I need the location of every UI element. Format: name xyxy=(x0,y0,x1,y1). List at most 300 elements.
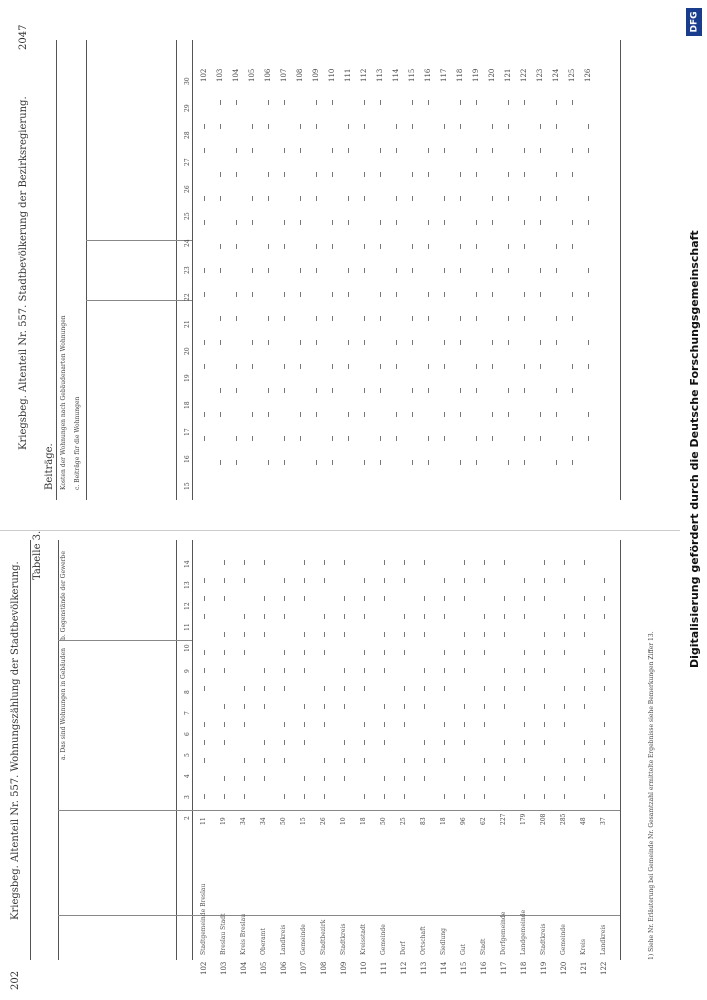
empty-cell-dash xyxy=(264,704,265,709)
right-column-number: 15 xyxy=(184,482,191,490)
empty-cell-dash xyxy=(444,614,445,619)
empty-cell-dash xyxy=(332,460,333,465)
empty-cell-dash xyxy=(284,596,285,601)
empty-cell-dash xyxy=(204,578,205,583)
right-row-number: 108 xyxy=(296,68,304,82)
empty-cell-dash xyxy=(484,650,485,655)
empty-cell-dash xyxy=(444,292,445,297)
empty-cell-dash xyxy=(524,220,525,225)
empty-cell-dash xyxy=(524,244,525,249)
empty-cell-dash xyxy=(476,316,477,321)
empty-cell-dash xyxy=(524,740,525,745)
empty-cell-dash xyxy=(484,794,485,799)
right-page-number: 2047 xyxy=(18,24,29,50)
empty-cell-dash xyxy=(252,340,253,345)
empty-cell-dash xyxy=(396,220,397,225)
empty-cell-dash xyxy=(300,268,301,273)
left-row-value: 50 xyxy=(280,817,287,825)
empty-cell-dash xyxy=(300,412,301,417)
empty-cell-dash xyxy=(444,148,445,153)
empty-cell-dash xyxy=(384,578,385,583)
empty-cell-dash xyxy=(464,632,465,637)
left-row-value: 48 xyxy=(580,817,587,825)
empty-cell-dash xyxy=(444,436,445,441)
empty-cell-dash xyxy=(428,388,429,393)
empty-cell-dash xyxy=(224,560,225,565)
empty-cell-dash xyxy=(544,650,545,655)
right-section-label: Beiträge. xyxy=(44,443,55,490)
empty-cell-dash xyxy=(604,650,605,655)
empty-cell-dash xyxy=(348,124,349,129)
empty-cell-dash xyxy=(584,686,585,691)
empty-cell-dash xyxy=(268,244,269,249)
right-column-number: 27 xyxy=(184,158,191,166)
table-rule xyxy=(58,810,620,811)
empty-cell-dash xyxy=(584,614,585,619)
empty-cell-dash xyxy=(364,758,365,763)
right-row-number: 107 xyxy=(280,68,288,82)
right-row-number: 115 xyxy=(408,68,416,82)
empty-cell-dash xyxy=(364,124,365,129)
empty-cell-dash xyxy=(404,794,405,799)
empty-cell-dash xyxy=(572,460,573,465)
empty-cell-dash xyxy=(284,436,285,441)
empty-cell-dash xyxy=(204,292,205,297)
right-column-number: 23 xyxy=(184,266,191,274)
empty-cell-dash xyxy=(204,686,205,691)
empty-cell-dash xyxy=(224,776,225,781)
empty-cell-dash xyxy=(604,758,605,763)
left-row-number: 111 xyxy=(380,961,388,975)
empty-cell-dash xyxy=(492,196,493,201)
empty-cell-dash xyxy=(492,364,493,369)
right-column-number: 20 xyxy=(184,347,191,355)
empty-cell-dash xyxy=(444,686,445,691)
left-group-label-a: a. Das sind Wohnungen in Gebäuden xyxy=(60,648,67,760)
left-row-number: 108 xyxy=(320,961,328,975)
table-rule xyxy=(58,640,192,641)
empty-cell-dash xyxy=(384,740,385,745)
empty-cell-dash xyxy=(508,268,509,273)
empty-cell-dash xyxy=(524,650,525,655)
right-row-number: 120 xyxy=(488,68,496,82)
left-row-label: Kreisstadt xyxy=(360,923,367,955)
empty-cell-dash xyxy=(236,460,237,465)
empty-cell-dash xyxy=(244,632,245,637)
right-column-number: 17 xyxy=(184,428,191,436)
empty-cell-dash xyxy=(556,124,557,129)
empty-cell-dash xyxy=(304,740,305,745)
empty-cell-dash xyxy=(524,614,525,619)
empty-cell-dash xyxy=(524,100,525,105)
left-column-number: 13 xyxy=(184,581,191,589)
empty-cell-dash xyxy=(444,794,445,799)
empty-cell-dash xyxy=(332,244,333,249)
left-row-value: 179 xyxy=(520,813,527,825)
empty-cell-dash xyxy=(540,412,541,417)
empty-cell-dash xyxy=(396,292,397,297)
empty-cell-dash xyxy=(284,614,285,619)
left-row-value: 10 xyxy=(340,817,347,825)
empty-cell-dash xyxy=(304,668,305,673)
empty-cell-dash xyxy=(316,244,317,249)
empty-cell-dash xyxy=(572,388,573,393)
empty-cell-dash xyxy=(460,268,461,273)
empty-cell-dash xyxy=(540,196,541,201)
empty-cell-dash xyxy=(252,364,253,369)
right-group-label: c. Beiträge für die Wohnungen xyxy=(74,396,81,490)
empty-cell-dash xyxy=(424,704,425,709)
empty-cell-dash xyxy=(244,686,245,691)
empty-cell-dash xyxy=(380,460,381,465)
empty-cell-dash xyxy=(556,340,557,345)
empty-cell-dash xyxy=(384,722,385,727)
empty-cell-dash xyxy=(300,124,301,129)
empty-cell-dash xyxy=(268,100,269,105)
left-row-label: Stadt xyxy=(480,938,487,955)
empty-cell-dash xyxy=(556,412,557,417)
empty-cell-dash xyxy=(428,364,429,369)
empty-cell-dash xyxy=(584,740,585,745)
empty-cell-dash xyxy=(588,412,589,417)
right-row-number: 121 xyxy=(504,68,512,82)
empty-cell-dash xyxy=(404,776,405,781)
empty-cell-dash xyxy=(364,668,365,673)
left-row-number: 112 xyxy=(400,961,408,975)
empty-cell-dash xyxy=(476,388,477,393)
empty-cell-dash xyxy=(220,244,221,249)
empty-cell-dash xyxy=(364,244,365,249)
empty-cell-dash xyxy=(504,776,505,781)
right-row-number: 112 xyxy=(360,68,368,82)
left-row-label: Gemeinde xyxy=(380,924,387,955)
empty-cell-dash xyxy=(556,172,557,177)
empty-cell-dash xyxy=(424,632,425,637)
left-column-number: 6 xyxy=(184,732,191,736)
left-row-value: 15 xyxy=(300,817,307,825)
right-row-number: 116 xyxy=(424,68,432,82)
empty-cell-dash xyxy=(460,412,461,417)
empty-cell-dash xyxy=(324,650,325,655)
empty-cell-dash xyxy=(484,686,485,691)
right-row-number: 104 xyxy=(232,68,240,82)
empty-cell-dash xyxy=(428,148,429,153)
empty-cell-dash xyxy=(204,124,205,129)
empty-cell-dash xyxy=(224,794,225,799)
empty-cell-dash xyxy=(572,292,573,297)
empty-cell-dash xyxy=(524,722,525,727)
empty-cell-dash xyxy=(524,388,525,393)
empty-cell-dash xyxy=(424,614,425,619)
empty-cell-dash xyxy=(220,388,221,393)
empty-cell-dash xyxy=(332,220,333,225)
empty-cell-dash xyxy=(412,100,413,105)
left-row-number: 122 xyxy=(600,961,608,975)
empty-cell-dash xyxy=(572,316,573,321)
empty-cell-dash xyxy=(380,436,381,441)
empty-cell-dash xyxy=(316,196,317,201)
left-row-number: 105 xyxy=(260,961,268,975)
empty-cell-dash xyxy=(304,794,305,799)
empty-cell-dash xyxy=(344,740,345,745)
empty-cell-dash xyxy=(404,686,405,691)
empty-cell-dash xyxy=(324,776,325,781)
empty-cell-dash xyxy=(444,740,445,745)
empty-cell-dash xyxy=(412,460,413,465)
empty-cell-dash xyxy=(484,560,485,565)
empty-cell-dash xyxy=(236,364,237,369)
left-page-number: 202 xyxy=(10,970,21,990)
empty-cell-dash xyxy=(300,340,301,345)
empty-cell-dash xyxy=(572,364,573,369)
right-row-number: 122 xyxy=(520,68,528,82)
empty-cell-dash xyxy=(224,632,225,637)
left-row-label: Ortschaft xyxy=(420,926,427,955)
empty-cell-dash xyxy=(284,578,285,583)
empty-cell-dash xyxy=(476,460,477,465)
empty-cell-dash xyxy=(508,172,509,177)
empty-cell-dash xyxy=(284,220,285,225)
empty-cell-dash xyxy=(584,632,585,637)
empty-cell-dash xyxy=(300,220,301,225)
empty-cell-dash xyxy=(220,268,221,273)
empty-cell-dash xyxy=(300,436,301,441)
empty-cell-dash xyxy=(344,668,345,673)
empty-cell-dash xyxy=(304,596,305,601)
empty-cell-dash xyxy=(364,268,365,273)
empty-cell-dash xyxy=(204,412,205,417)
empty-cell-dash xyxy=(544,596,545,601)
empty-cell-dash xyxy=(508,460,509,465)
empty-cell-dash xyxy=(396,148,397,153)
empty-cell-dash xyxy=(492,436,493,441)
left-row-value: 96 xyxy=(460,817,467,825)
empty-cell-dash xyxy=(364,578,365,583)
empty-cell-dash xyxy=(380,148,381,153)
empty-cell-dash xyxy=(344,560,345,565)
empty-cell-dash xyxy=(476,100,477,105)
empty-cell-dash xyxy=(584,596,585,601)
empty-cell-dash xyxy=(492,292,493,297)
empty-cell-dash xyxy=(264,560,265,565)
empty-cell-dash xyxy=(544,722,545,727)
table-rule xyxy=(56,40,57,500)
right-column-number: 25 xyxy=(184,212,191,220)
empty-cell-dash xyxy=(300,292,301,297)
empty-cell-dash xyxy=(428,292,429,297)
empty-cell-dash xyxy=(504,758,505,763)
empty-cell-dash xyxy=(204,340,205,345)
empty-cell-dash xyxy=(428,436,429,441)
empty-cell-dash xyxy=(404,560,405,565)
empty-cell-dash xyxy=(364,650,365,655)
empty-cell-dash xyxy=(384,704,385,709)
empty-cell-dash xyxy=(252,124,253,129)
table-rule xyxy=(58,915,620,916)
empty-cell-dash xyxy=(344,704,345,709)
left-row-label: Stadtbezirk xyxy=(320,919,327,955)
empty-cell-dash xyxy=(412,172,413,177)
left-column-number: 12 xyxy=(184,602,191,610)
empty-cell-dash xyxy=(396,124,397,129)
empty-cell-dash xyxy=(524,364,525,369)
right-column-number: 16 xyxy=(184,455,191,463)
empty-cell-dash xyxy=(284,388,285,393)
empty-cell-dash xyxy=(304,560,305,565)
empty-cell-dash xyxy=(268,124,269,129)
empty-cell-dash xyxy=(348,364,349,369)
table-rule xyxy=(192,40,193,500)
empty-cell-dash xyxy=(508,100,509,105)
empty-cell-dash xyxy=(384,596,385,601)
empty-cell-dash xyxy=(540,124,541,129)
left-row-number: 113 xyxy=(420,961,428,975)
empty-cell-dash xyxy=(572,244,573,249)
right-column-number: 26 xyxy=(184,185,191,193)
table-rule xyxy=(620,40,621,500)
right-row-number: 109 xyxy=(312,68,320,82)
empty-cell-dash xyxy=(348,292,349,297)
empty-cell-dash xyxy=(508,340,509,345)
left-page-header: Kriegsbeg. Altenteil Nr. 557. Wohnungszählung der Stadtbevölkerung. xyxy=(10,561,21,920)
empty-cell-dash xyxy=(476,364,477,369)
empty-cell-dash xyxy=(524,794,525,799)
empty-cell-dash xyxy=(220,124,221,129)
empty-cell-dash xyxy=(564,758,565,763)
empty-cell-dash xyxy=(508,244,509,249)
empty-cell-dash xyxy=(544,776,545,781)
left-row-value: 34 xyxy=(260,817,267,825)
empty-cell-dash xyxy=(204,148,205,153)
empty-cell-dash xyxy=(540,220,541,225)
empty-cell-dash xyxy=(484,758,485,763)
empty-cell-dash xyxy=(492,412,493,417)
empty-cell-dash xyxy=(444,758,445,763)
empty-cell-dash xyxy=(604,686,605,691)
right-row-number: 117 xyxy=(440,68,448,82)
empty-cell-dash xyxy=(364,412,365,417)
empty-cell-dash xyxy=(224,596,225,601)
right-column-number: 30 xyxy=(184,77,191,85)
empty-cell-dash xyxy=(460,124,461,129)
table-rule xyxy=(86,40,87,500)
empty-cell-dash xyxy=(556,460,557,465)
left-row-label: Dorf xyxy=(400,941,407,955)
empty-cell-dash xyxy=(424,686,425,691)
empty-cell-dash xyxy=(604,614,605,619)
left-row-label: Siedlung xyxy=(440,928,447,955)
empty-cell-dash xyxy=(540,148,541,153)
right-row-number: 102 xyxy=(200,68,208,82)
empty-cell-dash xyxy=(464,596,465,601)
empty-cell-dash xyxy=(224,722,225,727)
empty-cell-dash xyxy=(604,596,605,601)
left-row-number: 103 xyxy=(220,961,228,975)
left-row-number: 102 xyxy=(200,961,208,975)
empty-cell-dash xyxy=(584,704,585,709)
empty-cell-dash xyxy=(504,632,505,637)
left-row-label: Landkreis xyxy=(600,924,607,955)
empty-cell-dash xyxy=(348,196,349,201)
empty-cell-dash xyxy=(324,560,325,565)
empty-cell-dash xyxy=(584,668,585,673)
right-row-number: 114 xyxy=(392,68,400,82)
empty-cell-dash xyxy=(364,172,365,177)
empty-cell-dash xyxy=(204,758,205,763)
right-row-number: 124 xyxy=(552,68,560,82)
empty-cell-dash xyxy=(204,614,205,619)
empty-cell-dash xyxy=(476,436,477,441)
empty-cell-dash xyxy=(444,340,445,345)
empty-cell-dash xyxy=(236,388,237,393)
left-row-value: 62 xyxy=(480,817,487,825)
empty-cell-dash xyxy=(504,740,505,745)
empty-cell-dash xyxy=(364,316,365,321)
empty-cell-dash xyxy=(464,722,465,727)
empty-cell-dash xyxy=(484,722,485,727)
empty-cell-dash xyxy=(304,650,305,655)
empty-cell-dash xyxy=(332,172,333,177)
empty-cell-dash xyxy=(544,668,545,673)
empty-cell-dash xyxy=(404,722,405,727)
empty-cell-dash xyxy=(404,632,405,637)
empty-cell-dash xyxy=(364,740,365,745)
empty-cell-dash xyxy=(316,172,317,177)
empty-cell-dash xyxy=(428,460,429,465)
empty-cell-dash xyxy=(412,124,413,129)
empty-cell-dash xyxy=(588,268,589,273)
empty-cell-dash xyxy=(604,722,605,727)
empty-cell-dash xyxy=(404,704,405,709)
empty-cell-dash xyxy=(508,388,509,393)
right-row-number: 103 xyxy=(216,68,224,82)
empty-cell-dash xyxy=(428,244,429,249)
empty-cell-dash xyxy=(244,650,245,655)
empty-cell-dash xyxy=(244,722,245,727)
empty-cell-dash xyxy=(504,560,505,565)
empty-cell-dash xyxy=(384,650,385,655)
left-row-value: 11 xyxy=(200,817,207,825)
empty-cell-dash xyxy=(224,650,225,655)
empty-cell-dash xyxy=(544,560,545,565)
empty-cell-dash xyxy=(396,364,397,369)
empty-cell-dash xyxy=(252,268,253,273)
empty-cell-dash xyxy=(268,340,269,345)
empty-cell-dash xyxy=(492,124,493,129)
empty-cell-dash xyxy=(264,740,265,745)
empty-cell-dash xyxy=(540,436,541,441)
empty-cell-dash xyxy=(380,364,381,369)
empty-cell-dash xyxy=(524,172,525,177)
left-column-number: 5 xyxy=(184,753,191,757)
left-row-value: 25 xyxy=(400,817,407,825)
empty-cell-dash xyxy=(380,388,381,393)
empty-cell-dash xyxy=(220,460,221,465)
empty-cell-dash xyxy=(588,124,589,129)
left-row-value: 34 xyxy=(240,817,247,825)
empty-cell-dash xyxy=(492,148,493,153)
empty-cell-dash xyxy=(316,100,317,105)
empty-cell-dash xyxy=(524,460,525,465)
empty-cell-dash xyxy=(544,740,545,745)
empty-cell-dash xyxy=(380,172,381,177)
empty-cell-dash xyxy=(524,578,525,583)
left-table-label: Tabelle 3. xyxy=(32,530,43,580)
empty-cell-dash xyxy=(244,578,245,583)
empty-cell-dash xyxy=(252,292,253,297)
empty-cell-dash xyxy=(204,196,205,201)
empty-cell-dash xyxy=(220,100,221,105)
